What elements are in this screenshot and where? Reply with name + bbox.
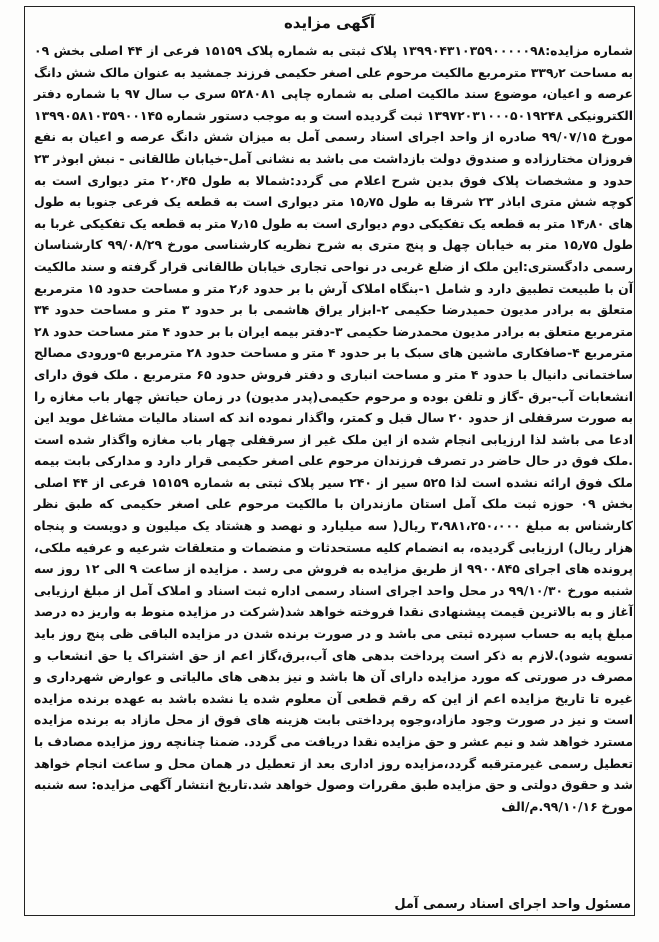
notice-title: آگهی مزایده	[283, 14, 376, 32]
notice-body: شماره مزایده:۱۳۹۹۰۴۳۱۰۳۵۹۰۰۰۰۰۹۸ پلاک ثبتی به شماره پلاک ۱۵۱۵۹ فرعی از ۴۴ اصلی بخش ۰۹ به مساحت ۳۳۹٫۲ مترمربع مالکیت مرحوم علی اصغر حکیمی فرزند جمشید به عنوان مالک شش دانگ عرصه و اعیان، موضوع سند مالکیت اصلی به شماره چاپی ۵۲۸۰۸۱ سری ب سال ۹۷ با شماره دفتر الکترونیکی ۱۳۹۷۲۰۳۱۰۰۰۵۰۱۹۲۴۸ ثبت گردیده است و به موجب دستور شماره ۱۳۹۹۰۵۸۱۰۳۵۹۰۰۱۴۵ مورخ ۹۹/۰۷/۱۵ صادره از واحد اجرای اسناد رسمی آمل به میزان شش دانگ عرصه و اعیان به نفع فروزان مختارزاده و صندوق دولت بازداشت می باشد به نشانی آمل-خیابان طالقانی - نبش ابوذر ۲۳ حدود و مشخصات پلاک فوق بدین شرح اعلام می گردد:شمالا به طول ۲۰٫۴۵ متر دیواری است به کوچه شش متری اباذر ۲۳ شرقا به طول ۱۵٫۷۵ متر دیواری است به قطعه یک فرعی جنوبا به طول های ۱۴٫۸۰ متر به قطعه یک تفکیکی دوم دیواری است به طول ۷٫۱۵ متر به قطعه یک تفکیکی غربا به طول ۱۵٫۷۵ متر به خیابان چهل و پنج متری به شرح نظریه کارشناسی مورخ ۹۹/۰۸/۲۹ کارشناسان رسمی دادگستری:این ملک از ضلع غربی در نواحی تجاری خیابان طالقانی قرار گرفته و سند مالکیت آن با طبیعت تطبیق دارد و شامل ۱-بنگاه املاک آرش با بر حدود ۲٫۶ متر و مساحت حدود ۱۵ مترمربع متعلق به برادر مدیون حمیدرضا حکیمی ۲-ابزار یراق هاشمی با بر حدود ۳ متر و مساحت حدود ۳۴ مترمربع متعلق به برادر مدیون محمدرضا حکیمی ۳-دفتر بیمه ایران با بر حدود ۴ متر مساحت حدود ۲۸ مترمربع ۴-صافکاری ماشین های سبک با بر حدود ۴ متر و مساحت حدود ۲۸ مترمربع ۵-ورودی مصالح ساختمانی دانیال با حدود ۴ متر و مساحت انباری و دفتر فروش حدود ۶۵ مترمربع . ملک فوق دارای انشعابات آب-برق -گاز و تلفن بوده و مرحوم حکیمی(پدر مدیون) در زمان حیاتش چهار باب مغازه را به صورت سرقفلی از حدود ۲۰ سال قبل و کمتر، واگذار نموده اند که اسناد مالیات مشاغل موید این ادعا می باشد لذا ارزیابی انجام شده از این ملک غیر از سرقفلی چهار باب مغازه واگذار شده است .ملک فوق در حال حاضر در تصرف فرزندان مرحوم علی اصغر حکیمی قرار دارد و مدارکی بابت بیمه ملک فوق ارائه نشده است لذا ۵۲۵ سیر از ۲۴۰ سیر پلاک ثبتی به شماره ۱۵۱۵۹ فرعی از ۴۴ اصلی بخش ۰۹ حوزه ثبت ملک آمل استان مازندران با مالکیت مرحوم علی اصغر حکیمی که طبق نظر کارشناس به مبلغ ۳،۹۸۱،۲۵۰،۰۰۰ ریال( سه میلیارد و نهصد و هشتاد یک میلیون و دویست و پنجاه هزار ریال) ارزیابی گردیده، به انضمام کلیه مستحدثات و منضمات و متعلقات شرعیه و عرفیه ملکی، پرونده های اجرای ۹۹۰۰۸۴۵ از طریق مزایده به فروش می رسد . مزایده از ساعت ۹ الی ۱۲ روز سه شنبه مورخ ۹۹/۱۰/۳۰ در محل واحد اجرای اسناد رسمی اداره ثبت اسناد و املاک آمل از مبلغ ارزیابی آغاز و به بالاترین قیمت پیشنهادی نقدا فروخته خواهد شد(شرکت در مزایده منوط به واریز ده درصد مبلغ پایه به حساب سپرده ثبتی می باشد و در صورت برنده شدن در مزایده الباقی ظی پنج روز باید تسویه شود).لازم به ذکر است پرداخت بدهی های آب،برق،گاز اعم از حق اشتراک یا حق انشعاب و مصرف در صورتی که مورد مزایده دارای آن ها باشد و نیز بدهی های مالیاتی و عوارض شهرداری و غیره تا تاریخ مزایده اعم از این که رقم قطعی آن معلوم شده یا نشده باشد به عهده برنده مزایده است و نیز در صورت وجود مازاد،وجوه پرداختی بابت هزینه های فوق از محل مازاد به برنده مزایده مسترد خواهد شد و نیم عشر و حق مزایده نقدا دریافت می گردد. ضمنا چنانچه روز مزایده مصادف با تعطیل رسمی غیرمترقبه گردد،مزایده روز اداری بعد از تعطیل در همان محل و ساعت انجام خواهد شد و حقوق دولتی و حق مزایده طبق مقررات وصول خواهد شد.تاریخ انتشار آگهی مزایده: سه شنبه مورخ ۹۹/۱۰/۱۶.م/الف	[34, 43, 634, 814]
notice-signature: مسئول واحد اجرای اسناد رسمی آمل	[394, 897, 631, 912]
